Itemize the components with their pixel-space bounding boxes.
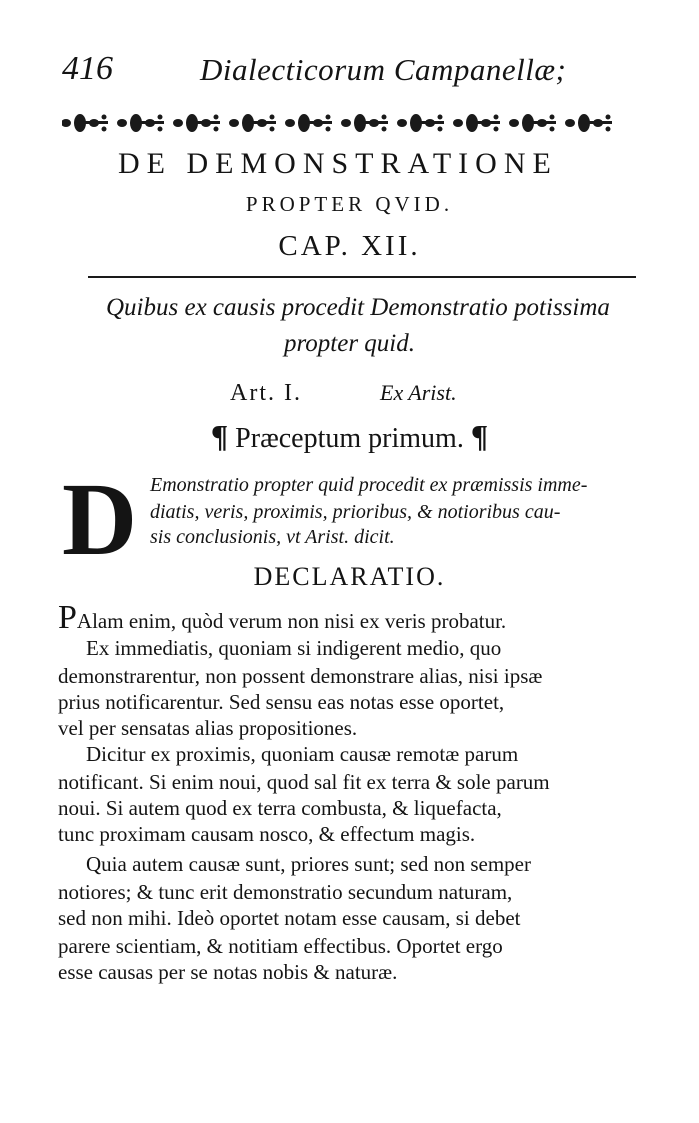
body-line-8: noui. Si autem quod ex terra combusta, & liquefacta, (58, 796, 502, 820)
body-line-6: Dicitur ex proximis, quoniam causæ remotæ parum (86, 742, 519, 766)
fleuron-icon (341, 114, 388, 132)
rule-line-1: Emonstratio propter quid procedit ex præmissis imme- (150, 474, 588, 496)
declaratio-heading: DECLARATIO. (253, 562, 446, 591)
fleuron-icon (229, 114, 276, 132)
body-line-9: tunc proximam causam nosco, & effectum magis. (58, 822, 476, 846)
horizontal-rule (88, 276, 636, 278)
article-source: Ex Arist. (380, 380, 457, 405)
fleuron-icon (62, 114, 108, 132)
section-summary-line1: Quibus ex causis procedit Demonstratio potissima (106, 294, 610, 321)
fleuron-icon (117, 114, 164, 132)
rule-line-2: diatis, veris, proximis, prioribus, & notioribus cau- (150, 501, 561, 523)
body-line-10: Quia autem causæ sunt, priores sunt; sed non semper (86, 852, 531, 876)
section-summary-line2: propter quid. (283, 330, 416, 357)
body-line-5: vel per sensatas alias propositiones. (58, 716, 358, 740)
chapter-number: CAP. XII. (278, 230, 421, 262)
body-line-11: notiores; & tunc erit demonstratio secundum naturam, (58, 880, 513, 904)
page-number: 416 (62, 50, 113, 87)
body-line-3: demonstrarentur, non possent demonstrare alias, nisi ipsæ (58, 664, 543, 688)
body-line-1 (58, 599, 507, 636)
precept-text: Præceptum primum. (235, 423, 464, 454)
rule-line-3: sis conclusionis, vt Arist. dicit. (150, 526, 395, 548)
running-head: Dialecticorum Campanellæ; (200, 52, 567, 87)
chapter-title-sub: PROPTER QVID. (245, 192, 454, 216)
body-line-12: sed non mihi. Ideò oportet notam esse causam, si debet (58, 906, 521, 930)
body-line-4: prius notificarentur. Sed sensu eas notas esse oportet, (58, 690, 505, 714)
body-line-14: esse causas per se notas nobis & naturæ. (58, 960, 398, 984)
fleuron-icon (397, 114, 444, 132)
fleuron-icon (173, 114, 220, 132)
fleuron-icon (453, 114, 500, 132)
fleuron-icon (285, 114, 332, 132)
body-line-2: Ex immediatis, quoniam si indigerent medio, quo (86, 636, 502, 660)
body-line-7: notificant. Si enim noui, quod sal fit ex terra & sole parum (58, 770, 550, 794)
initial-letter: P (58, 599, 77, 636)
body-line-13: parere scientiam, & notitiam effectibus. Oportet ergo (58, 934, 503, 958)
fleuron-icon (565, 114, 612, 132)
chapter-title: DE DEMONSTRATIONE (118, 147, 558, 180)
pilcrow-left-icon: ¶ (210, 418, 229, 454)
fleuron-icon (509, 114, 556, 132)
fleuron-ornament-icon (62, 108, 640, 138)
article-label: Art. I. (230, 380, 302, 406)
pilcrow-right-icon: ¶ (470, 418, 489, 454)
precept-heading (0, 418, 699, 455)
body-line-1-text: Alam enim, quòd verum non nisi ex veris probatur. (76, 609, 507, 633)
drop-cap: D (62, 462, 138, 577)
